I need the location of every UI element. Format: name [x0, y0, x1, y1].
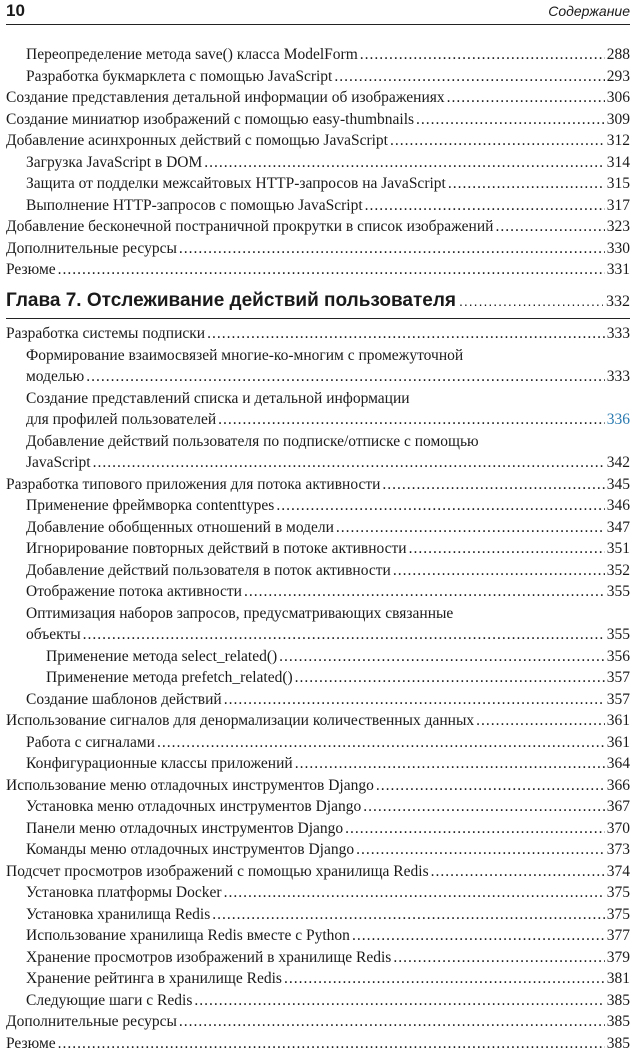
dot-leader: [194, 990, 604, 1012]
toc-page-number: 356: [607, 646, 630, 668]
dot-leader: [345, 818, 605, 840]
toc-entry-title: Добавление обобщенных отношений в модели: [26, 517, 334, 539]
dot-leader: [93, 452, 605, 474]
toc-entry[interactable]: [6, 646, 630, 668]
toc-entry[interactable]: [6, 990, 630, 1012]
dot-leader: [276, 495, 604, 517]
toc-entry[interactable]: [6, 109, 630, 131]
toc-page-number: 352: [607, 560, 630, 582]
toc-entry-title: Создание миниатюр изображений с помощью easy-thumbnails: [6, 109, 414, 131]
toc-page-number: 330: [607, 238, 630, 260]
toc-entry-title: Дополнительные ресурсы: [6, 238, 177, 260]
toc-page-number: 373: [607, 839, 630, 861]
toc-entry[interactable]: [6, 839, 630, 861]
toc-page-number: 345: [607, 474, 630, 496]
toc-entry[interactable]: [6, 667, 630, 689]
toc-entry[interactable]: [6, 603, 630, 646]
toc-entry[interactable]: [6, 44, 630, 66]
toc-entry-title: Подсчет просмотров изображений с помощью хранилища Redis: [6, 861, 429, 883]
toc-entry[interactable]: [6, 259, 630, 281]
toc-entry-title: Разработка букмарклета с помощью JavaScript: [26, 66, 332, 88]
toc-entry-title: Использование сигналов для денормализации количественных данных: [6, 710, 474, 732]
toc-entry-title: Отображение потока активности: [26, 581, 242, 603]
toc-page-number: 355: [607, 581, 630, 603]
dot-leader: [459, 293, 603, 309]
dot-leader: [279, 646, 605, 668]
toc-entry[interactable]: [6, 861, 630, 883]
page-number: 10: [6, 1, 25, 21]
dot-leader: [295, 753, 605, 775]
toc-page-number: 367: [607, 796, 630, 818]
toc-entry[interactable]: [6, 87, 630, 109]
toc-entry-title: Хранение рейтинга в хранилище Redis: [26, 968, 282, 990]
dot-leader: [376, 775, 605, 797]
toc-entry[interactable]: [6, 216, 630, 238]
toc-page-number: 306: [607, 87, 630, 109]
toc-entry[interactable]: [6, 1033, 630, 1054]
toc-entry-title: Хранение просмотров изображений в хранилище Redis: [26, 947, 391, 969]
dot-leader: [212, 904, 605, 926]
toc-entry[interactable]: [6, 388, 630, 431]
dot-leader: [58, 259, 605, 281]
toc-entry[interactable]: [6, 689, 630, 711]
chapter-page-number: 332: [606, 293, 630, 311]
toc-page-number: 355: [607, 624, 630, 646]
dot-leader: [352, 925, 605, 947]
toc-entry[interactable]: [6, 882, 630, 904]
toc-page-number: 385: [607, 1033, 630, 1054]
toc-page-number: 364: [607, 753, 630, 775]
dot-leader: [179, 1011, 605, 1033]
toc-entry[interactable]: [6, 796, 630, 818]
toc-entry[interactable]: [6, 947, 630, 969]
toc-entry-title: Разработка типового приложения для потока активности: [6, 474, 380, 496]
dot-leader: [431, 861, 605, 883]
toc-entry-title: Использование хранилища Redis вместе с Python: [26, 925, 350, 947]
toc-entry[interactable]: [6, 195, 630, 217]
toc-page-number: 351: [607, 538, 630, 560]
toc-entry-title: Оптимизация наборов запросов, предусматривающих связанные: [26, 605, 453, 622]
dot-leader: [224, 689, 605, 711]
dot-leader: [86, 366, 604, 388]
toc-entry-title: моделью: [26, 366, 84, 388]
toc-entry-title: Применение фреймворка contenttypes: [26, 495, 274, 517]
dot-leader: [218, 409, 605, 431]
toc-page-number: 288: [607, 44, 630, 66]
page-header: [6, 0, 630, 25]
toc-entry-title: Создание представления детальной информации об изображениях: [6, 87, 445, 109]
toc-entry[interactable]: [6, 753, 630, 775]
toc-page-number: 347: [607, 517, 630, 539]
toc-entry-title: Установка меню отладочных инструментов Django: [26, 796, 361, 818]
toc-entry-title: Установка хранилища Redis: [26, 904, 210, 926]
dot-leader: [476, 710, 605, 732]
toc-page-number: 366: [607, 775, 630, 797]
dot-leader: [204, 152, 604, 174]
dot-leader: [409, 538, 605, 560]
toc-entry-title: Применение метода select_related(): [46, 646, 277, 668]
toc-page-number: 375: [607, 882, 630, 904]
toc-entry[interactable]: [6, 581, 630, 603]
toc-entry-title: Переопределение метода save() класса ModelForm: [26, 44, 358, 66]
toc-entry-title: JavaScript: [26, 452, 91, 474]
dot-leader: [207, 323, 605, 345]
toc-page-number: 293: [607, 66, 630, 88]
dot-leader: [382, 474, 604, 496]
toc-entry-title: Работа с сигналами: [26, 732, 155, 754]
toc-entry[interactable]: [6, 517, 630, 539]
toc-entry[interactable]: [6, 538, 630, 560]
dot-leader: [447, 87, 605, 109]
toc-page-number: 381: [607, 968, 630, 990]
toc-entry-title: Резюме: [6, 259, 56, 281]
toc-entry[interactable]: [6, 431, 630, 474]
toc-entry[interactable]: [6, 474, 630, 496]
dot-leader: [224, 882, 605, 904]
toc-page-number: 317: [607, 195, 630, 217]
toc-entry-title: Применение метода prefetch_related(): [46, 667, 293, 689]
toc-page-number: 357: [607, 689, 630, 711]
toc-page-number: 361: [607, 732, 630, 754]
toc-entry[interactable]: [6, 345, 630, 388]
toc-entry[interactable]: [6, 173, 630, 195]
dot-leader: [244, 581, 605, 603]
toc-entry-title: Формирование взаимосвязей многие-ко-многим с промежуточной: [26, 347, 463, 364]
toc-entry-title: Добавление действий пользователя в поток активности: [26, 560, 391, 582]
toc-list-chapter-7: [6, 323, 630, 1054]
toc-entry-title: Загрузка JavaScript в DOM: [26, 152, 202, 174]
toc-entry[interactable]: [6, 560, 630, 582]
toc-entry[interactable]: [6, 238, 630, 260]
dot-leader: [390, 130, 605, 152]
dot-leader: [365, 195, 605, 217]
toc-entry[interactable]: [6, 130, 630, 152]
dot-leader: [363, 796, 605, 818]
chapter-title: Глава 7. Отслеживание действий пользователя: [6, 290, 456, 312]
toc-entry-title: Выполнение HTTP-запросов с помощью JavaScript: [26, 195, 363, 217]
toc-entry[interactable]: [6, 818, 630, 840]
toc-entry[interactable]: [6, 775, 630, 797]
dot-leader: [336, 517, 605, 539]
toc-entry-title: Добавление бесконечной постраничной прокрутки в список изображений: [6, 216, 493, 238]
toc-entry-title: Следующие шаги с Redis: [26, 990, 192, 1012]
toc-entry[interactable]: [6, 732, 630, 754]
toc-entry[interactable]: [6, 495, 630, 517]
toc-page-number: 370: [607, 818, 630, 840]
toc-entry-title: Защита от подделки межсайтовых HTTP-запросов на JavaScript: [26, 173, 446, 195]
dot-leader: [157, 732, 605, 754]
toc-page-number[interactable]: 336: [607, 409, 630, 431]
toc-page-number: 323: [607, 216, 630, 238]
toc-page-number: 333: [607, 366, 630, 388]
toc-entry[interactable]: [6, 968, 630, 990]
toc-entry-title: Добавление действий пользователя по подписке/отписке с помощью: [26, 433, 479, 450]
toc-entry[interactable]: [6, 710, 630, 732]
toc-entry-title: Команды меню отладочных инструментов Django: [26, 839, 354, 861]
toc-page-number: 361: [607, 710, 630, 732]
toc-page-number: 375: [607, 904, 630, 926]
toc-list-previous-chapter: [6, 44, 630, 281]
toc-entry-title: Создание шаблонов действий: [26, 689, 222, 711]
dot-leader: [356, 839, 605, 861]
toc-page-number: 314: [607, 152, 630, 174]
toc-entry-title: Конфигурационные классы приложений: [26, 753, 293, 775]
dot-leader: [83, 624, 605, 646]
dot-leader: [295, 667, 605, 689]
dot-leader: [360, 44, 605, 66]
dot-leader: [448, 173, 605, 195]
running-title: Содержание: [548, 3, 630, 19]
toc-entry[interactable]: [6, 323, 630, 345]
toc-page-number: 312: [607, 130, 630, 152]
toc-entry-title: объекты: [26, 624, 81, 646]
dot-leader: [334, 66, 604, 88]
toc-entry-title: Панели меню отладочных инструментов Django: [26, 818, 343, 840]
toc-entry[interactable]: [6, 925, 630, 947]
toc-entry-title: Использование меню отладочных инструментов Django: [6, 775, 374, 797]
toc-entry-title: для профилей пользователей: [26, 409, 216, 431]
toc-entry[interactable]: [6, 904, 630, 926]
toc-entry[interactable]: [6, 66, 630, 88]
toc-page-number: 357: [607, 667, 630, 689]
toc-entry[interactable]: [6, 1011, 630, 1033]
chapter-heading[interactable]: [6, 290, 630, 319]
toc-page-number: 385: [607, 990, 630, 1012]
toc-entry-title: Установка платформы Docker: [26, 882, 222, 904]
toc-page-number: 315: [607, 173, 630, 195]
toc-entry-title: Резюме: [6, 1033, 56, 1054]
toc-page-number: 331: [607, 259, 630, 281]
dot-leader: [393, 947, 604, 969]
toc-entry-title: Разработка системы подписки: [6, 323, 205, 345]
toc-page-number: 377: [607, 925, 630, 947]
toc-entry-title: Дополнительные ресурсы: [6, 1011, 177, 1033]
dot-leader: [179, 238, 605, 260]
dot-leader: [58, 1033, 605, 1054]
toc-page-number: 385: [607, 1011, 630, 1033]
dot-leader: [495, 216, 604, 238]
toc-page-number: 346: [607, 495, 630, 517]
toc-page-number: 379: [607, 947, 630, 969]
dot-leader: [416, 109, 605, 131]
dot-leader: [284, 968, 605, 990]
toc-page-number: 342: [607, 452, 630, 474]
toc-entry-title: Добавление асинхронных действий с помощью JavaScript: [6, 130, 388, 152]
toc-page-number: 333: [607, 323, 630, 345]
toc-entry[interactable]: [6, 152, 630, 174]
toc-page-number: 374: [607, 861, 630, 883]
dot-leader: [393, 560, 605, 582]
toc-page-number: 309: [607, 109, 630, 131]
toc-entry-title: Создание представлений списка и детальной информации: [26, 390, 410, 407]
toc-entry-title: Игнорирование повторных действий в потоке активности: [26, 538, 407, 560]
